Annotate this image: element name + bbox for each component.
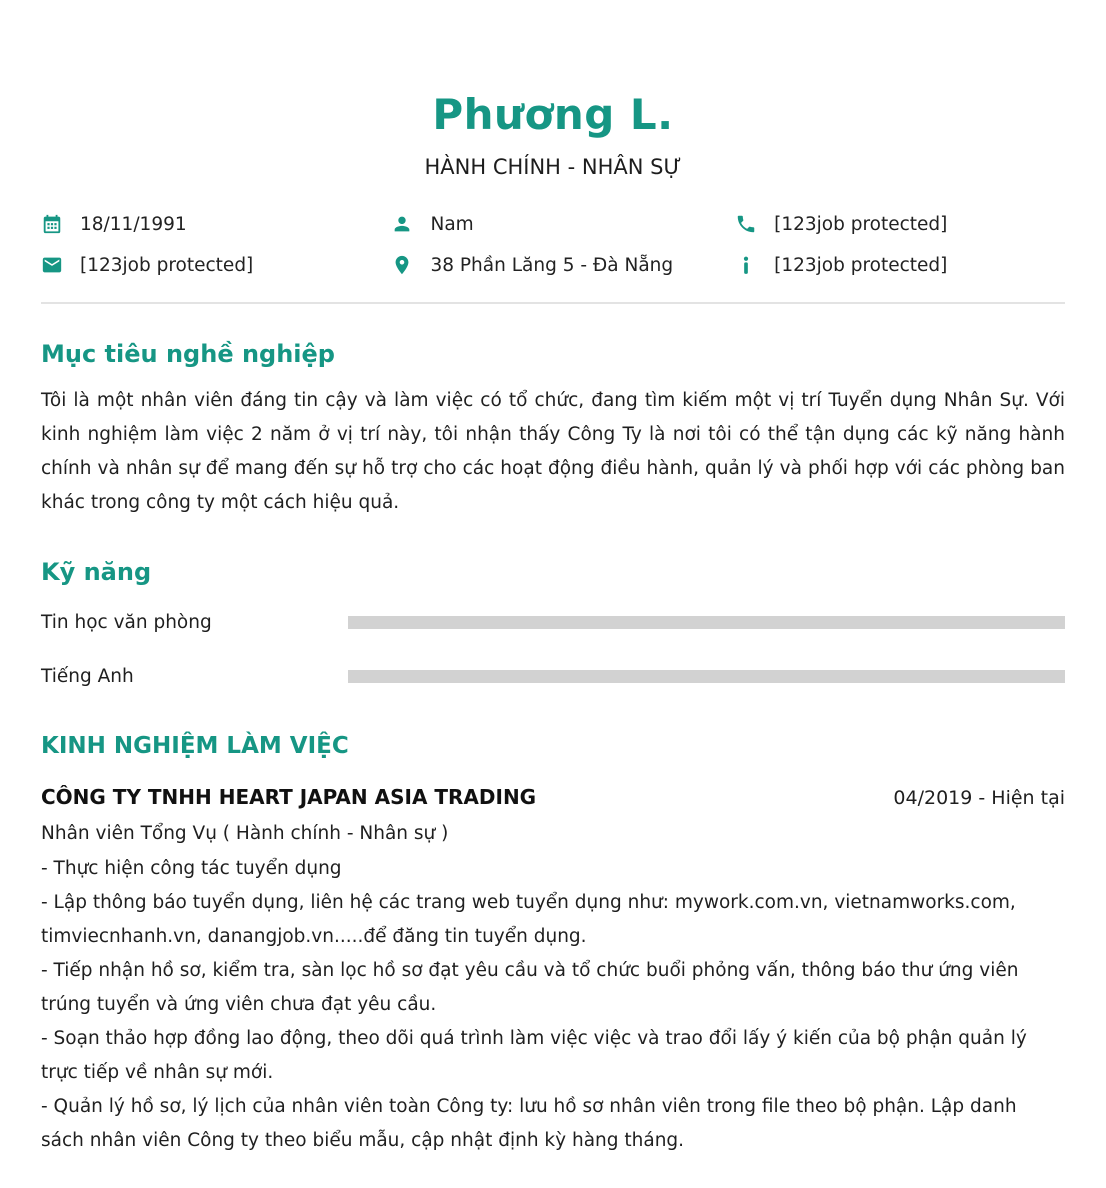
experience-section	[41, 733, 1065, 1158]
calendar-icon	[41, 213, 63, 235]
experience-entry-header	[41, 785, 1065, 809]
location-icon	[391, 254, 413, 276]
person-icon	[391, 213, 413, 235]
contact-address-value: 38 Phần Lăng 5 - Đà Nẵng	[430, 254, 674, 276]
objective-heading: Mục tiêu nghề nghiệp	[41, 340, 335, 368]
objective-text: Tôi là một nhân viên đáng tin cậy và làm việc có tổ chức, đang tìm kiếm một vị trí Tuyển dụng Nhân Sự. Với kinh nghiệm làm việc 2 năm ở vị trí này, tôi nhận thấy Công Ty là nơi tôi có thể tận dụng các kỹ năng hành chính và nhân sự để mang đến sự hỗ trợ cho các hoạt động điều hành, quản lý và phối hợp với các phòng ban khác trong công ty một cách hiệu quả.	[41, 390, 1065, 513]
job-duty: - Thực hiện công tác tuyển dụng	[41, 858, 342, 879]
candidate-job-title: HÀNH CHÍNH - NHÂN SỰ	[424, 155, 682, 179]
experience-heading: KINH NGHIỆM LÀM VIỆC	[41, 733, 349, 759]
email-icon	[41, 254, 63, 276]
contact-phone-value: [123job protected]	[774, 213, 948, 235]
job-duty: - Tiếp nhận hồ sơ, kiểm tra, sàn lọc hồ sơ đạt yêu cầu và tổ chức buổi phỏng vấn, thông báo thư ứng viên trúng tuyển và ứng viên chưa đạt yêu cầu.	[41, 960, 1019, 1015]
job-duties	[41, 852, 1065, 1158]
contact-info-protected	[735, 254, 1065, 276]
phone-icon	[735, 213, 757, 235]
contact-email-value: [123job protected]	[80, 254, 254, 276]
job-duty: - Lập thông báo tuyển dụng, liên hệ các trang web tuyển dụng như: mywork.com.vn, vietnamworks.com, timviecnhanh.vn, danangjob.vn.....để đăng tin tuyển dụng.	[41, 892, 1016, 947]
contact-gender-value: Nam	[430, 213, 474, 235]
header-divider	[41, 302, 1065, 304]
job-duty: - Soạn thảo hợp đồng lao động, theo dõi quá trình làm việc việc và trao đổi lấy ý kiến của bộ phận quản lý trực tiếp về nhân sự mới.	[41, 1028, 1027, 1083]
skill-row-english	[41, 666, 1065, 687]
job-duty: - Quản lý hồ sơ, lý lịch của nhân viên toàn Công ty: lưu hồ sơ nhân viên trong file theo bộ phận. Lập danh sách nhân viên Công ty theo biểu mẫu, cập nhật định kỳ hàng tháng.	[41, 1096, 1017, 1151]
skill-label: Tiếng Anh	[41, 666, 134, 687]
job-role: Nhân viên Tổng Vụ ( Hành chính - Nhân sự )	[41, 823, 449, 844]
candidate-name: Phương L.	[432, 90, 674, 139]
skill-bar-track	[348, 616, 1065, 629]
contact-phone	[735, 213, 1065, 235]
skill-bar-track	[348, 670, 1065, 683]
skill-row-office	[41, 612, 1065, 633]
contact-address	[391, 254, 735, 276]
contact-gender	[391, 213, 735, 235]
skill-label: Tin học văn phòng	[41, 612, 212, 633]
info-icon	[735, 254, 757, 276]
company-name: CÔNG TY TNHH HEART JAPAN ASIA TRADING	[41, 785, 537, 809]
skills-section	[41, 558, 1065, 687]
skill-rows	[41, 612, 1065, 687]
contact-email	[41, 254, 391, 276]
contact-birthdate-value: 18/11/1991	[80, 213, 187, 235]
objective-section	[41, 340, 1065, 520]
employment-period: 04/2019 - Hiện tại	[893, 787, 1065, 809]
skills-heading: Kỹ năng	[41, 558, 152, 586]
contact-info-protected-value: [123job protected]	[774, 254, 948, 276]
contact-info	[41, 213, 1065, 276]
contact-birthdate	[41, 213, 391, 235]
